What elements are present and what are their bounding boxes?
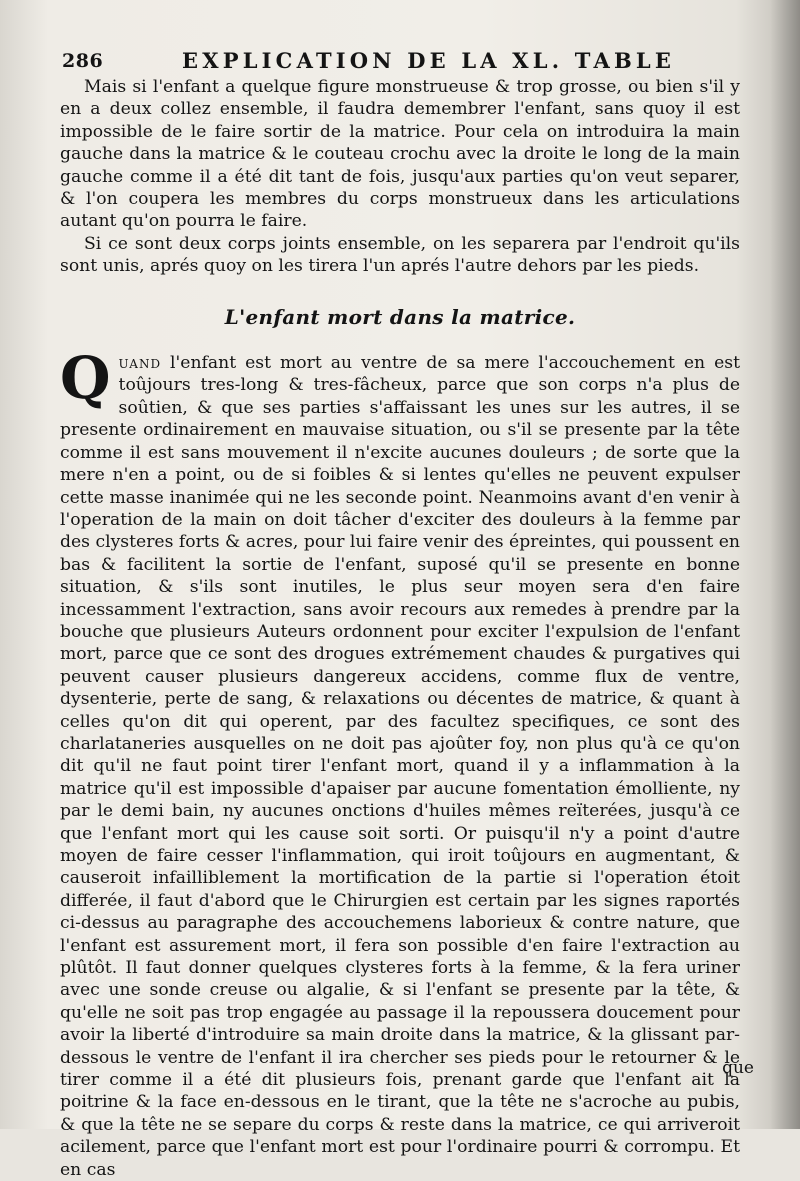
drop-cap: Q xyxy=(60,344,111,413)
catchword: que xyxy=(722,1058,754,1078)
page-number: 286 xyxy=(62,50,104,72)
paragraph-text: l'enfant est mort au ventre de sa mere l'accouchement en est toûjours tres-long & tres-fâcheux, parce que son corps n'a plus de soûtien, & que ses parties s'affaissant les unes sur les autres, il se presente ordinairement en mauvaise situation, ou s'il se presente par la tête comme il est sans mouvement il n'excite aucunes douleurs ; de sorte que la mere n'en a point, ou de si foibles & si lentes qu'elles ne peuvent expulser cette masse inanimée qui ne les seconde point. Neanmoins avant d'en venir à l'operation de la main on doit tâcher d'exciter des douleurs à la femme par des clysteres forts & acres, pour lui faire venir des épreintes, qui poussent en bas & facilitent la sortie de l'enfant, suposé qu'il se presente en bonne situation, & s'ils sont inutiles, le plus seur moyen sera d'en faire incessamment l'extraction, sans avoir recours aux remedes à prendre par la bouche que plusieurs Auteurs ordonnent pour exciter l'expulsion de l'enfant mort, parce que ce sont des drogues extrémement chaudes & purgatives qui peuvent causer plusieurs dangereux accidens, comme flux de ventre, dysenterie, perte de sang, & relaxations ou décentes de matrice, & quant à celles qu'on dit qui operent, par des facultez specifiques, ce sont des charlataneries ausquelles on ne doit pas ajoûter foy, non plus qu'à ce qu'on dit qu'il ne faut point tirer l'enfant mort, quand il y a inflammation à la matrice qu'il est impossible d'apaiser par aucune fomentation émolliente, ny par le demi bain, ny aucunes onctions d'huiles mêmes reïterées, jusqu'à ce que l'enfant mort qui les cause soit sorti. Or puisqu'il n'y a point d'autre moyen de faire cesser l'inflammation, qui iroit toûjours en augmentant, & causeroit infailliblement la mortification de la partie si l'operation étoit differée, il faut d'abord que le Chirurgien est certain par les signes raportés ci-dessus au paragraphe des accouchemens laborieux & contre nature, que l'enfant est assurement mort, il fera son possible d'en faire l'extraction au plûtôt. Il faut donner quelques clysteres forts à la femme, & la fera uriner avec une sonde creuse ou algalie, & si l'enfant se presente par la tête, & qu'elle ne soit pas trop engagée au passage il la repoussera doucement pour avoir la liberté d'introduire sa main droite dans la matrice, & la glissant par-dessous le ventre de l'enfant il ira chercher ses pieds pour le retourner & le tirer comme il a été dit plusieurs fois, prenant garde que l'enfant ait la poitrine & la face en-dessous en le tirant, que la tête ne s'acroche au pubis, & que la tête ne se separe du corps & reste dans la matrice, ce qui arriveroit acilement, parce que l'enfant mort est pour l'ordinaire pourri & corrompu. Et en cas xyxy=(60,353,740,1180)
page-body xyxy=(60,76,740,1181)
running-title: EXPLICATION DE LA XL. TABLE xyxy=(182,48,676,73)
first-word: uand xyxy=(118,353,162,374)
page-edge-shadow xyxy=(770,0,800,1129)
section-title: L'enfant mort dans la matrice. xyxy=(224,304,576,329)
paragraph: Mais si l'enfant a quelque figure monstrueuse & trop grosse, ou bien s'il y en a deux collez ensemble, il faudra demembrer l'enfant, sans quoy il est impossible de le faire sortir de la matrice. Pour cela on introduira la main gauche dans la matrice & le couteau crochu avec la droite le long de la main gauche comme il a été dit tant de fois, jusqu'aux parties qu'on veut separer, & l'on coupera les membres du corps monstrueux dans les articulations autant qu'on pourra le faire. xyxy=(60,77,740,232)
page-header xyxy=(62,48,760,74)
main-paragraph xyxy=(60,344,740,1181)
paragraph: Si ce sont deux corps joints ensemble, on les separera par l'endroit qu'ils sont unis, aprés quoy on les tirera l'un aprés l'autre dehors par les pieds. xyxy=(60,233,740,277)
